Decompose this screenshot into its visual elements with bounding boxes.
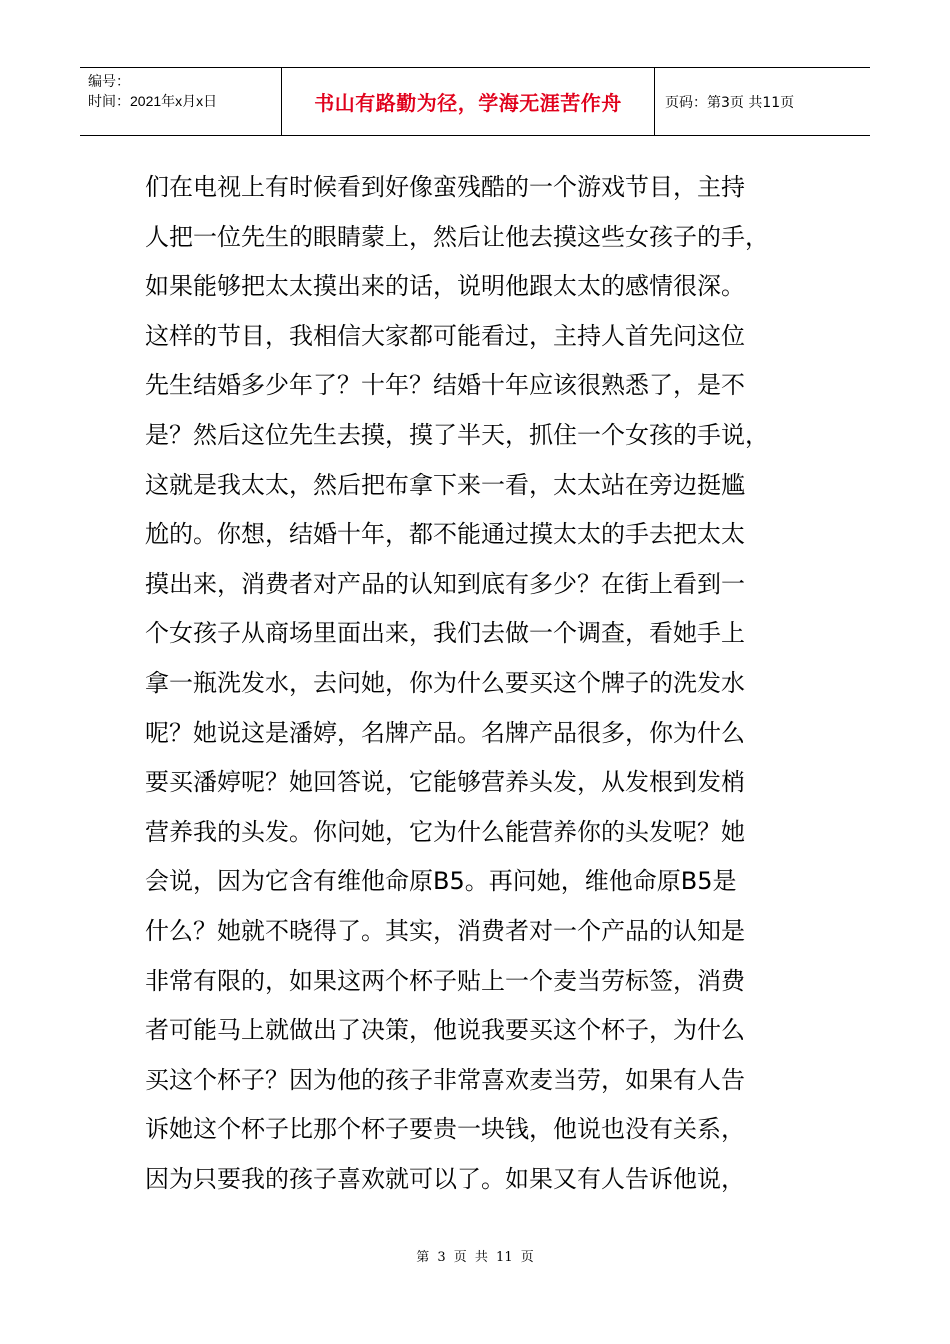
body-line: 先生结婚多少年了？十年？结婚十年应该很熟悉了，是不: [145, 371, 745, 400]
body-line: 尬的。你想，结婚十年，都不能通过摸太太的手去把太太: [145, 520, 745, 549]
body-line: 拿一瓶洗发水，去问她，你为什么要买这个牌子的洗发水: [145, 668, 745, 697]
page-header: [80, 67, 870, 136]
body-line: 人把一位先生的眼睛蒙上，然后让他去摸这些女孩子的手，: [145, 222, 769, 251]
body-line: 摸出来，消费者对产品的认知到底有多少？在街上看到一: [145, 569, 745, 598]
body-line: 这样的节目，我相信大家都可能看过，主持人首先问这位: [145, 321, 745, 350]
body-line: 营养我的头发。你问她，它为什么能营养你的头发呢？她: [145, 817, 745, 846]
document-time-label: 时间：2021年x月x日: [88, 93, 218, 109]
document-number-label: 编号：: [88, 73, 130, 89]
header-meta: [80, 68, 282, 135]
body-line: 个女孩子从商场里面出来，我们去做一个调查，看她手上: [145, 619, 745, 648]
header-motto: 书山有路勤为径，学海无涯苦作舟: [282, 68, 655, 135]
body-line: 是？然后这位先生去摸，摸了半天，抓住一个女孩的手说，: [145, 420, 769, 449]
body-line: 什么？她就不晓得了。其实，消费者对一个产品的认知是: [145, 916, 745, 945]
document-body: [145, 163, 795, 1204]
body-line: 呢？她说这是潘婷，名牌产品。名牌产品很多，你为什么: [145, 718, 745, 747]
body-line: 们在电视上有时候看到好像蛮残酷的一个游戏节目，主持: [145, 173, 745, 201]
body-line: 买这个杯子？因为他的孩子非常喜欢麦当劳，如果有人告: [145, 1065, 745, 1094]
page-footer: 第 3 页 共 11 页: [416, 1250, 534, 1265]
body-line: 如果能够把太太摸出来的话，说明他跟太太的感情很深。: [145, 272, 745, 301]
body-line: 这就是我太太，然后把布拿下来一看，太太站在旁边挺尴: [145, 470, 745, 499]
header-page-number: 页码：第3页 共11页: [665, 94, 795, 111]
body-line: 要买潘婷呢？她回答说，它能够营养头发，从发根到发梢: [145, 768, 745, 797]
body-line: 者可能马上就做出了决策，他说我要买这个杯子，为什么: [145, 1016, 745, 1045]
body-line: 非常有限的，如果这两个杯子贴上一个麦当劳标签，消费: [145, 966, 745, 995]
body-line: 诉她这个杯子比那个杯子要贵一块钱，他说也没有关系，: [145, 1115, 745, 1144]
body-line: 因为只要我的孩子喜欢就可以了。如果又有人告诉他说，: [145, 1164, 745, 1193]
body-line: 会说，因为它含有维他命原B5。再问她，维他命原B5是: [145, 867, 737, 896]
